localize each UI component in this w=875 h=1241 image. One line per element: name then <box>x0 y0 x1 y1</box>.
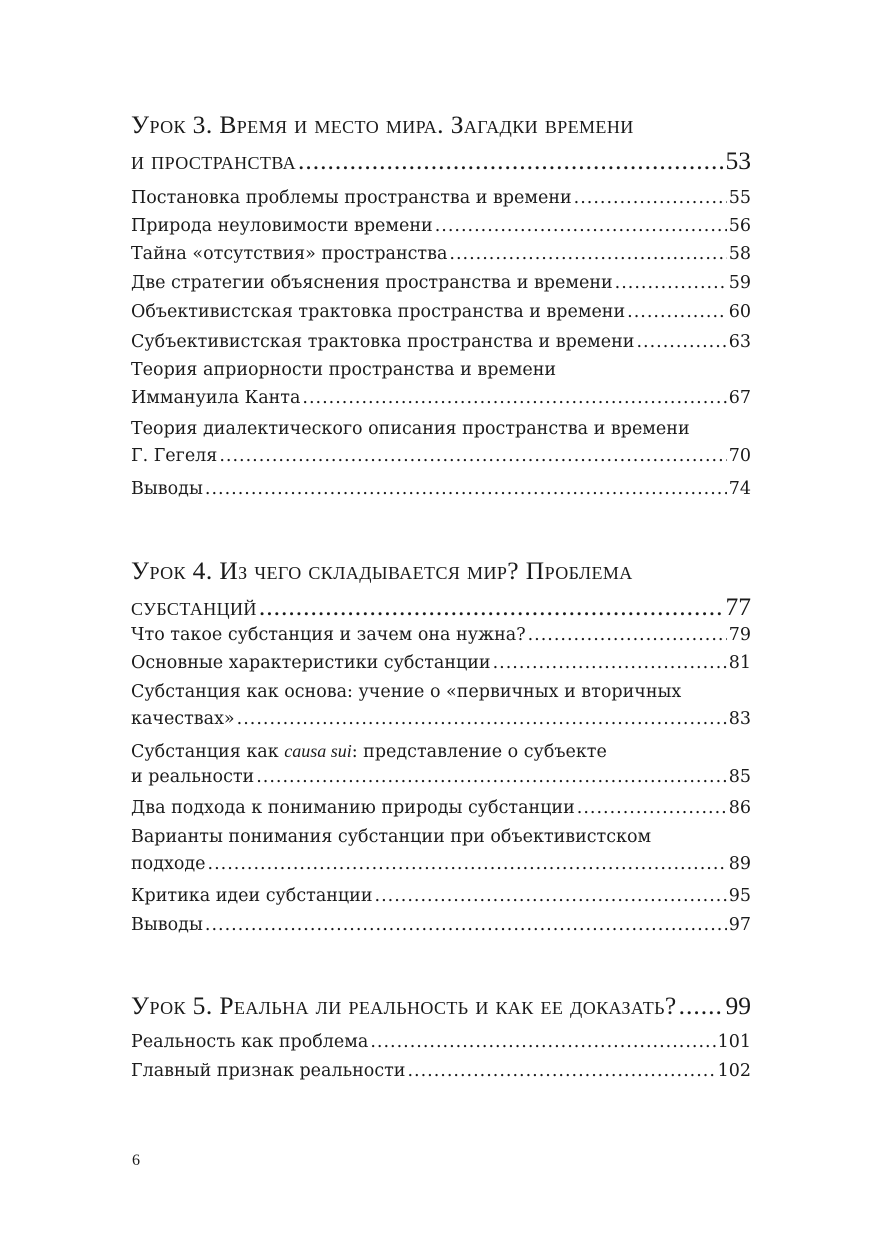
lesson-title-text: Урок 5. Реальна ли реальность и как ее доказать? <box>131 991 677 1020</box>
dot-leader <box>205 917 727 935</box>
dot-leader <box>679 993 724 1019</box>
entry-page: 81 <box>728 653 751 673</box>
entry-title-italic: causa sui <box>284 741 352 761</box>
dot-leader <box>370 1034 715 1052</box>
toc-entry-line1 <box>131 421 751 439</box>
dot-leader <box>237 711 727 729</box>
toc-entry <box>131 627 751 645</box>
lesson-page-number: 99 <box>725 991 751 1020</box>
entry-page: 56 <box>728 216 751 236</box>
toc-entry <box>131 334 751 352</box>
entry-title: Реальность как проблема <box>131 1032 369 1052</box>
entry-title: и реальности <box>131 767 255 787</box>
dot-leader <box>528 627 727 645</box>
toc-entry <box>131 1063 751 1081</box>
toc-entry <box>131 800 751 818</box>
entry-page: 59 <box>728 273 751 293</box>
toc-entry-line1 <box>131 829 751 847</box>
toc-entry <box>131 888 751 906</box>
dot-leader <box>219 448 726 466</box>
entry-page: 83 <box>728 709 751 729</box>
lesson-title-text: Урок 4. Из чего складывается мир? Проблема <box>131 556 633 585</box>
dot-leader <box>298 148 723 174</box>
dot-leader <box>493 655 727 673</box>
entry-title: Тайна «отсутствия» пространства <box>131 244 448 264</box>
entry-title: Две стратегии объяснения пространства и времени <box>131 273 613 293</box>
entry-page: 58 <box>728 244 751 264</box>
entry-page: 85 <box>728 767 751 787</box>
entry-title: Постановка проблемы пространства и времени <box>131 188 572 208</box>
toc-entry <box>131 481 751 499</box>
entry-title: Объективистская трактовка пространства и времени <box>131 302 626 322</box>
dot-leader <box>375 888 727 906</box>
toc-entry <box>131 275 751 293</box>
toc-entry <box>131 246 751 264</box>
toc-entry <box>131 856 751 874</box>
toc-entry <box>131 655 751 673</box>
entry-title: Г. Гегеля <box>131 446 218 466</box>
dot-leader <box>615 275 727 293</box>
entry-title: Основные характеристики субстанции <box>131 653 491 673</box>
entry-page: 97 <box>728 915 751 935</box>
lesson-title-text: и пространства <box>131 146 297 175</box>
toc-entry-line1 <box>131 742 751 762</box>
entry-page: 63 <box>728 332 751 352</box>
dot-leader <box>627 304 727 322</box>
entry-title: Выводы <box>131 915 203 935</box>
entry-page: 79 <box>728 625 751 645</box>
entry-page: 86 <box>728 798 751 818</box>
entry-title: Два подхода к пониманию природы субстанции <box>131 798 575 818</box>
entry-title: Выводы <box>131 479 203 499</box>
entry-title: подходе <box>131 854 206 874</box>
entry-title: Теория диалектического описания пространства и времени <box>131 419 690 439</box>
entry-title: Теория априорности пространства и времени <box>131 360 557 380</box>
lesson-3-title-line2 <box>131 148 751 174</box>
toc-entry <box>131 711 751 729</box>
entry-page: 102 <box>717 1061 751 1081</box>
dot-leader <box>302 390 726 408</box>
toc-entry <box>131 917 751 935</box>
page-number: 6 <box>132 1152 140 1169</box>
toc-entry-line1 <box>131 684 751 702</box>
dot-leader <box>636 334 726 352</box>
entry-title: Субстанция как основа: учение о «первичных и вторичных <box>131 682 682 702</box>
lesson-3-title-line1 <box>131 112 751 138</box>
lesson-4-title-line1 <box>131 558 751 584</box>
toc-entry <box>131 1034 751 1052</box>
toc-entry <box>131 190 751 208</box>
lesson-4-title-line2 <box>131 594 751 620</box>
lesson-title-text: субстанций <box>131 592 257 621</box>
toc-entry-line1 <box>131 362 751 380</box>
entry-title: Главный признак реальности <box>131 1061 406 1081</box>
entry-title: качествах» <box>131 709 235 729</box>
toc-entry <box>131 448 751 466</box>
dot-leader <box>256 769 727 787</box>
dot-leader <box>574 190 727 208</box>
toc-entry <box>131 304 751 322</box>
entry-title: Критика идеи субстанции <box>131 886 373 906</box>
lesson-title-text: Урок 3. Время и место мира. Загадки времени <box>131 110 634 139</box>
entry-page: 101 <box>717 1032 751 1052</box>
lesson-5-title <box>131 993 751 1019</box>
entry-title: Природа неуловимости времени <box>131 216 433 236</box>
toc-entry <box>131 769 751 787</box>
toc-entry <box>131 390 751 408</box>
dot-leader <box>259 594 724 620</box>
entry-title: Субъективистская трактовка пространства и времени <box>131 332 635 352</box>
dot-leader <box>205 481 727 499</box>
entry-title: Что такое субстанция и зачем она нужна? <box>131 625 526 645</box>
entry-title: Иммануила Канта <box>131 388 301 408</box>
entry-page: 55 <box>728 188 751 208</box>
dot-leader <box>407 1063 715 1081</box>
entry-title-part: Субстанция как <box>131 742 285 762</box>
dot-leader <box>435 218 727 236</box>
entry-page: 70 <box>728 446 751 466</box>
entry-page: 67 <box>728 388 751 408</box>
dot-leader <box>208 856 727 874</box>
entry-page: 74 <box>728 479 751 499</box>
dot-leader <box>577 800 727 818</box>
entry-page: 60 <box>728 302 751 322</box>
entry-title-part: : представление о субъекте <box>351 742 607 762</box>
entry-title: Варианты понимания субстанции при объективистском <box>131 827 652 847</box>
entry-page: 95 <box>728 886 751 906</box>
dot-leader <box>449 246 726 264</box>
entry-page: 89 <box>728 854 751 874</box>
lesson-page-number: 53 <box>725 146 751 175</box>
lesson-page-number: 77 <box>725 592 751 621</box>
toc-entry <box>131 218 751 236</box>
